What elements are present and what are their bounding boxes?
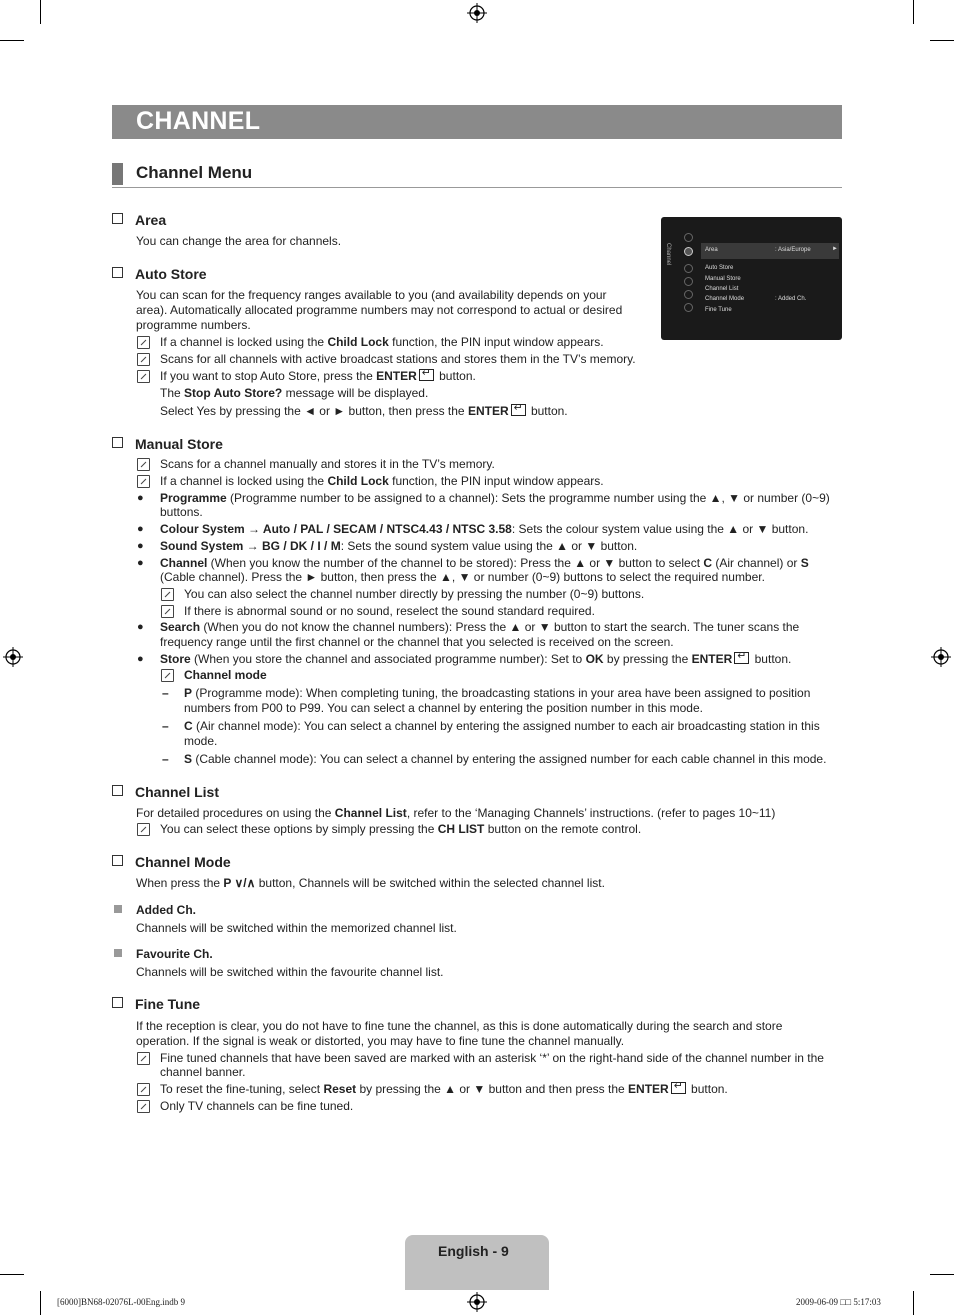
channel-menu-image <box>661 217 842 340</box>
note-icon <box>161 588 174 601</box>
menu-item: Auto Store <box>705 265 734 271</box>
enter-icon <box>511 404 526 416</box>
bullet-icon: ● <box>137 653 144 665</box>
fine-tune-heading: Fine Tune <box>112 996 200 1012</box>
manual-store-heading: Manual Store <box>112 436 223 452</box>
crop-mark <box>913 1291 914 1315</box>
menu-area-value: : Asia/Europe <box>775 247 811 253</box>
favourite-ch-text: Channels will be switched within the favourite channel list. <box>136 965 444 979</box>
menu-item: Fine Tune <box>705 307 732 313</box>
manual-store-note: Scans for a channel manually and stores it in the TV’s memory. <box>160 457 495 471</box>
channel-list-note: You can select these options by simply pressing the CH LIST button on the remote control. <box>160 822 642 836</box>
registration-mark-icon <box>931 647 951 667</box>
note-icon <box>137 1100 150 1113</box>
crop-mark <box>40 0 41 24</box>
search-item: Search (When you do not know the channel numbers): Press the ▲ or ▼ button to start the search. The tuner scans the <box>160 620 800 634</box>
auto-store-note: If a channel is locked using the Child Lock function, the PIN input window appears. <box>160 335 604 349</box>
bullet-icon: ● <box>137 492 144 504</box>
s-mode-item: S (Cable channel mode): You can select a channel by entering the assigned number for each cable channel in this mode. <box>184 752 827 766</box>
section-title: Channel Menu <box>136 163 253 182</box>
sound-system-item: Sound System → BG / DK / I / M: Sets the sound system value using the ▲ or ▼ button. <box>160 539 638 553</box>
checkbox-icon <box>112 213 123 224</box>
auto-store-line: The Stop Auto Store? message will be displayed. <box>160 386 429 400</box>
fine-tune-note: To reset the fine-tuning, select Reset by pressing the ▲ or ▼ button and then press the ENTER↵ button. <box>160 1082 728 1097</box>
auto-store-intro: You can scan for the frequency ranges available to you (and availability depends on your area). Automatically allocated programme numbers may not correspond to actual or desired programme numbers. <box>136 288 623 332</box>
channel-list-text: For detailed procedures on using the Channel List, refer to the ‘Managing Channels’ instructions. (refer to pages 10~11) <box>136 806 776 820</box>
print-file-label: [6000]BN68-02076L-00Eng.indb 9 <box>57 1297 185 1307</box>
square-bullet-icon <box>114 905 122 913</box>
store-item: Store (When you store the channel and associated programme number): Set to OK by pressing the ENTER↵ button. <box>160 652 791 667</box>
menu-highlight <box>701 243 839 259</box>
added-ch-heading: Added Ch. <box>136 903 196 917</box>
registration-mark-icon <box>3 647 23 667</box>
enter-icon <box>419 369 434 381</box>
note-icon <box>161 605 174 618</box>
dash-icon: – <box>162 719 169 733</box>
menu-item: Channel List <box>705 286 739 292</box>
page-title-bar <box>112 105 842 139</box>
checkbox-icon <box>112 997 123 1008</box>
menu-icon <box>684 290 693 299</box>
p-mode-item-cont: numbers from P00 to P99. You can select a channel by entering the position number in this mode. <box>184 701 703 715</box>
registration-mark-icon <box>467 3 487 23</box>
auto-store-line: Select Yes by pressing the ◄ or ► button, then press the ENTER↵ button. <box>160 404 568 419</box>
fine-tune-intro-cont: operation. If the signal is weak or distorted, you may have to fine tune the channel manually. <box>136 1034 625 1048</box>
page-title: CHANNEL <box>136 107 261 135</box>
channel-item-cont: (Cable channel). Press the ► button, then press the ▲, ▼ or number (0~9) buttons to select the required number. <box>160 570 765 584</box>
enter-icon <box>671 1082 686 1094</box>
checkbox-icon <box>112 267 123 278</box>
area-text: You can change the area for channels. <box>136 234 342 248</box>
fine-tune-note-cont: channel banner. <box>160 1065 246 1079</box>
bullet-icon: ● <box>137 557 144 569</box>
favourite-ch-heading: Favourite Ch. <box>136 947 213 961</box>
registration-mark-icon <box>467 1292 487 1312</box>
bullet-icon: ● <box>137 523 144 535</box>
section-header <box>112 160 842 188</box>
remote-note-icon <box>137 823 150 836</box>
crop-mark <box>930 1274 954 1275</box>
crop-mark <box>913 0 914 24</box>
dash-icon: – <box>162 686 169 700</box>
menu-item: Channel Mode <box>705 296 745 302</box>
crop-mark <box>0 40 24 41</box>
area-heading: Area <box>112 212 166 228</box>
c-mode-item-cont: mode. <box>184 734 218 748</box>
channel-mode-text: When press the P ∨/∧ button, Channels will be switched within the selected channel list. <box>136 876 605 890</box>
fine-tune-note: Fine tuned channels that have been saved are marked with an asterisk ‘*’ on the right-hand side of the channel number in the <box>160 1051 824 1065</box>
auto-store-note: If you want to stop Auto Store, press the ENTER↵ button. <box>160 369 476 384</box>
channel-list-heading: Channel List <box>112 784 219 800</box>
crop-mark <box>0 1274 24 1275</box>
channel-item: Channel (When you know the number of the channel to be stored): Press the ▲ or ▼ button to select C (Air channel) or S <box>160 556 809 570</box>
colour-system-item: Colour System → Auto / PAL / SECAM / NTSC4.43 / NTSC 3.58: Sets the colour system value using the ▲ or ▼ button. <box>160 522 809 536</box>
auto-store-heading: Auto Store <box>112 266 207 282</box>
channel-note: If there is abnormal sound or no sound, reselect the sound standard required. <box>184 604 595 618</box>
fine-tune-intro: If the reception is clear, you do not have to fine tune the channel, as this is done automatically during the search and store <box>136 1019 783 1033</box>
checkbox-icon <box>112 855 123 866</box>
print-date-label: 2009-06-09 □□ 5:17:03 <box>796 1297 881 1307</box>
checkbox-icon <box>112 785 123 796</box>
menu-icon <box>684 277 693 286</box>
note-icon <box>161 669 174 682</box>
menu-icon <box>684 264 693 273</box>
menu-mode-value: : Added Ch. <box>775 296 807 302</box>
page-number: English - 9 <box>438 1243 509 1259</box>
manual-store-note: If a channel is locked using the Child Lock function, the PIN input window appears. <box>160 474 604 488</box>
section-marker <box>112 163 123 185</box>
channel-note: You can also select the channel number directly by pressing the number (0~9) buttons. <box>184 587 645 601</box>
added-ch-text: Channels will be switched within the memorized channel list. <box>136 921 457 935</box>
crop-mark <box>40 1291 41 1315</box>
bullet-icon: ● <box>137 621 144 633</box>
menu-icon <box>684 233 693 242</box>
programme-item: Programme (Programme number to be assigned to a channel): Sets the programme number using the ▲, ▼ or number (0~9) <box>160 491 830 505</box>
channel-mode-heading: Channel Mode <box>112 854 231 870</box>
crop-mark <box>930 40 954 41</box>
menu-area-label: Area <box>705 247 718 253</box>
fine-tune-note: Only TV channels can be fine tuned. <box>160 1099 354 1113</box>
dash-icon: – <box>162 752 169 766</box>
menu-side-label: Channel <box>665 243 671 266</box>
bullet-icon: ● <box>137 540 144 552</box>
programme-item-cont: buttons. <box>160 505 203 519</box>
note-icon <box>137 353 150 366</box>
note-icon <box>137 370 150 383</box>
note-icon <box>137 1052 150 1065</box>
menu-item: Manual Store <box>705 276 741 282</box>
auto-store-note: Scans for all channels with active broadcast stations and stores them in the TV’s memory. <box>160 352 636 366</box>
menu-icon <box>684 303 693 312</box>
p-mode-item: P (Programme mode): When completing tuning, the broadcasting stations in your area have been assigned to position <box>184 686 811 700</box>
search-item-cont: frequency range until the first channel or the channel that you selected is received on the screen. <box>160 635 674 649</box>
checkbox-icon <box>112 437 123 448</box>
page-footer <box>405 1235 549 1290</box>
note-icon <box>137 458 150 471</box>
enter-icon <box>734 652 749 664</box>
note-icon <box>137 336 150 349</box>
square-bullet-icon <box>114 949 122 957</box>
note-icon <box>137 1083 150 1096</box>
menu-arrow-icon: ► <box>832 246 838 252</box>
channel-mode-subheading: Channel mode <box>184 668 267 682</box>
menu-icon <box>684 247 693 256</box>
note-icon <box>137 475 150 488</box>
c-mode-item: C (Air channel mode): You can select a channel by entering the assigned number to each air broadcasting station in this <box>184 719 820 733</box>
